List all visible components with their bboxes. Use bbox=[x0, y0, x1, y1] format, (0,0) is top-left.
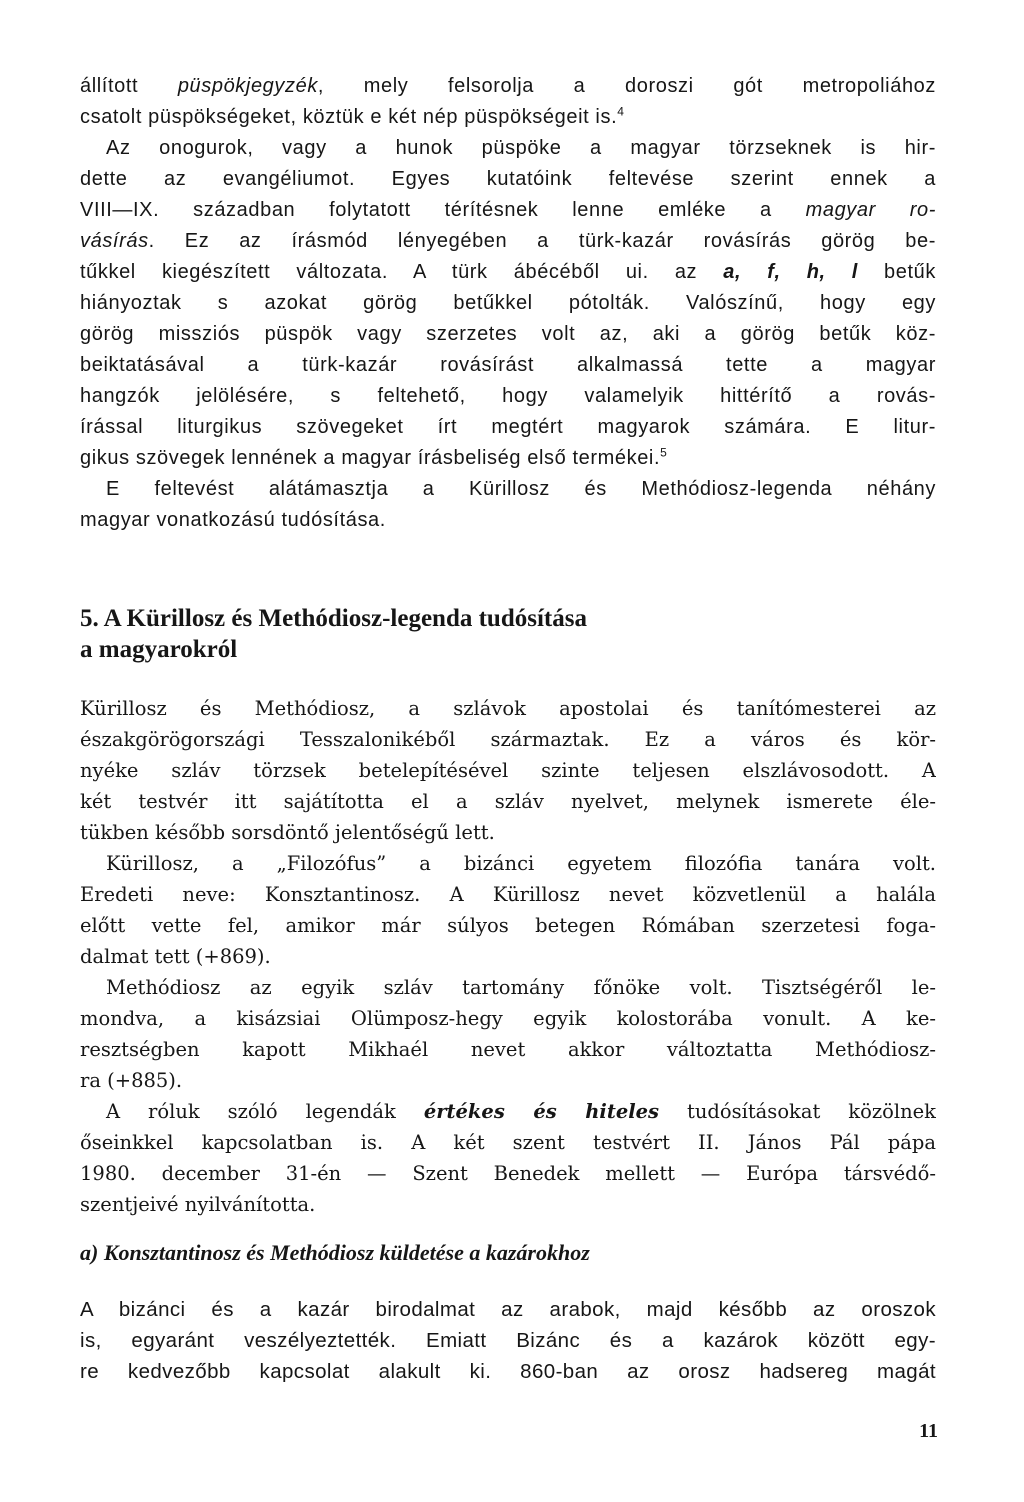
italic-term: magyar ro- bbox=[805, 199, 936, 221]
section-heading-line: 5. A Kürillosz és Methódiosz-legenda tudósítása bbox=[80, 605, 587, 632]
text-line: re kedvezőbb kapcsolat alakult ki. 860-ban az orosz hadsereg magát bbox=[80, 1360, 936, 1383]
italic-term: értékes és hiteles bbox=[423, 1100, 660, 1123]
text-line: dalmat tett (+869). bbox=[80, 945, 271, 968]
footnote-ref-5: 5 bbox=[660, 445, 668, 460]
footnote-ref-4: 4 bbox=[617, 104, 625, 119]
text-line: is, egyaránt veszélyeztették. Emiatt Bizánc és a kazárok között egy- bbox=[80, 1329, 936, 1352]
paragraph-block-1 bbox=[80, 71, 936, 536]
paragraph-block-2 bbox=[80, 693, 936, 1220]
text-line: resztségben kapott Mikhaél nevet akkor változtatta Methódiosz- bbox=[80, 1038, 936, 1061]
text-line bbox=[80, 102, 936, 133]
text-line bbox=[80, 195, 936, 226]
text-line: tükben később sorsdöntő jelentőségű lett. bbox=[80, 821, 495, 844]
text-fragment: . Ez az írásmód lényegében a türk-kazár rovásírás görög be- bbox=[148, 230, 936, 252]
italic-term: püspökjegyzék bbox=[177, 75, 318, 97]
text-line bbox=[80, 1096, 936, 1127]
text-line: mondva, a kisázsiai Olümposz-hegy egyik kolostorába vonult. A ke- bbox=[80, 1007, 936, 1030]
text-fragment: csatolt püspökségeket, köztük e két nép püspökségeit is. bbox=[80, 106, 618, 128]
text-fragment: tűkkel kiegészített változata. A türk ábécéből ui. az bbox=[80, 261, 724, 283]
text-line: 1980. december 31-én — Szent Benedek mellett — Európa társvédő- bbox=[80, 1162, 936, 1185]
text-line: két testvér itt sajátította el a szláv nyelvet, melynek ismerete éle- bbox=[80, 790, 936, 813]
text-line: őseinkkel kapcsolatban is. A két szent testvért II. János Pál pápa bbox=[80, 1131, 936, 1154]
text-line: Az onogurok, vagy a hunok püspöke a magyar törzseknek is hir- bbox=[106, 137, 936, 159]
paragraph-block-3 bbox=[80, 1294, 936, 1387]
text-line: dette az evangéliumot. Egyes kutatóink feltevése szerint ennek a bbox=[80, 168, 936, 190]
text-line: E feltevést alátámasztja a Kürillosz és Methódiosz-legenda néhány bbox=[106, 478, 936, 500]
text-fragment: tudósításokat közölnek bbox=[659, 1100, 936, 1123]
text-line bbox=[80, 71, 936, 102]
text-line bbox=[80, 257, 936, 288]
text-line: Eredeti neve: Konsztantinosz. A Kürillosz nevet közvetlenül a halála bbox=[80, 883, 936, 906]
text-fragment: A róluk szóló legendák bbox=[106, 1100, 424, 1123]
text-line: ra (+885). bbox=[80, 1069, 183, 1092]
italic-term: vásírás bbox=[80, 230, 149, 252]
text-line: hangzók jelölésére, s feltehető, hogy valamelyik hittérítő a rovás- bbox=[80, 385, 936, 407]
page-number: 11 bbox=[919, 1420, 938, 1442]
text-line: Kürillosz és Methódiosz, a szlávok apostolai és tanítómesterei az bbox=[80, 697, 936, 720]
text-line: északgörögországi Tesszalonikéből származtak. Ez a város és kör- bbox=[80, 728, 936, 751]
text-line: beiktatásával a türk-kazár rovásírást alkalmassá tette a magyar bbox=[80, 354, 936, 376]
text-line: Kürillosz, a „Filozófus” a bizánci egyetem filozófia tanára volt. bbox=[106, 852, 936, 875]
text-line: görög missziós püspök vagy szerzetes volt az, aki a görög betűk köz- bbox=[80, 323, 936, 345]
text-line bbox=[80, 443, 936, 474]
subsection-heading: a) Konsztantinosz és Methódiosz küldetése a kazárokhoz bbox=[80, 1240, 590, 1265]
text-fragment: , mely felsorolja a doroszi gót metropoliához bbox=[317, 75, 936, 97]
section-heading bbox=[80, 603, 936, 665]
text-fragment: VIII—IX. században folytatott térítésnek lenne emléke a bbox=[80, 199, 806, 221]
section-heading-line: a magyarokról bbox=[80, 636, 238, 663]
text-line: magyar vonatkozású tudósítása. bbox=[80, 509, 386, 531]
text-fragment: betűk bbox=[857, 261, 936, 283]
italic-letters: a, f, h, l bbox=[723, 261, 858, 283]
text-line: hiányoztak s azokat görög betűkkel pótolták. Valószínű, hogy egy bbox=[80, 292, 936, 314]
text-fragment: állított bbox=[80, 75, 178, 97]
text-line: A bizánci és a kazár birodalmat az arabok, majd később az oroszok bbox=[80, 1298, 936, 1321]
text-line bbox=[80, 226, 936, 257]
text-line: előtt vette fel, amikor már súlyos betegen Rómában szerzetesi foga- bbox=[80, 914, 936, 937]
text-fragment: gikus szövegek lennének a magyar írásbeliség első termékei. bbox=[80, 447, 661, 469]
text-line: szentjeivé nyilvánította. bbox=[80, 1193, 316, 1216]
text-line: nyéke szláv törzsek betelepítésével szinte teljesen elszlávosodott. A bbox=[80, 759, 936, 782]
text-line: Methódiosz az egyik szláv tartomány főnöke volt. Tisztségéről le- bbox=[106, 976, 936, 999]
text-line: írással liturgikus szövegeket írt megtért magyarok számára. E litur- bbox=[80, 416, 936, 438]
